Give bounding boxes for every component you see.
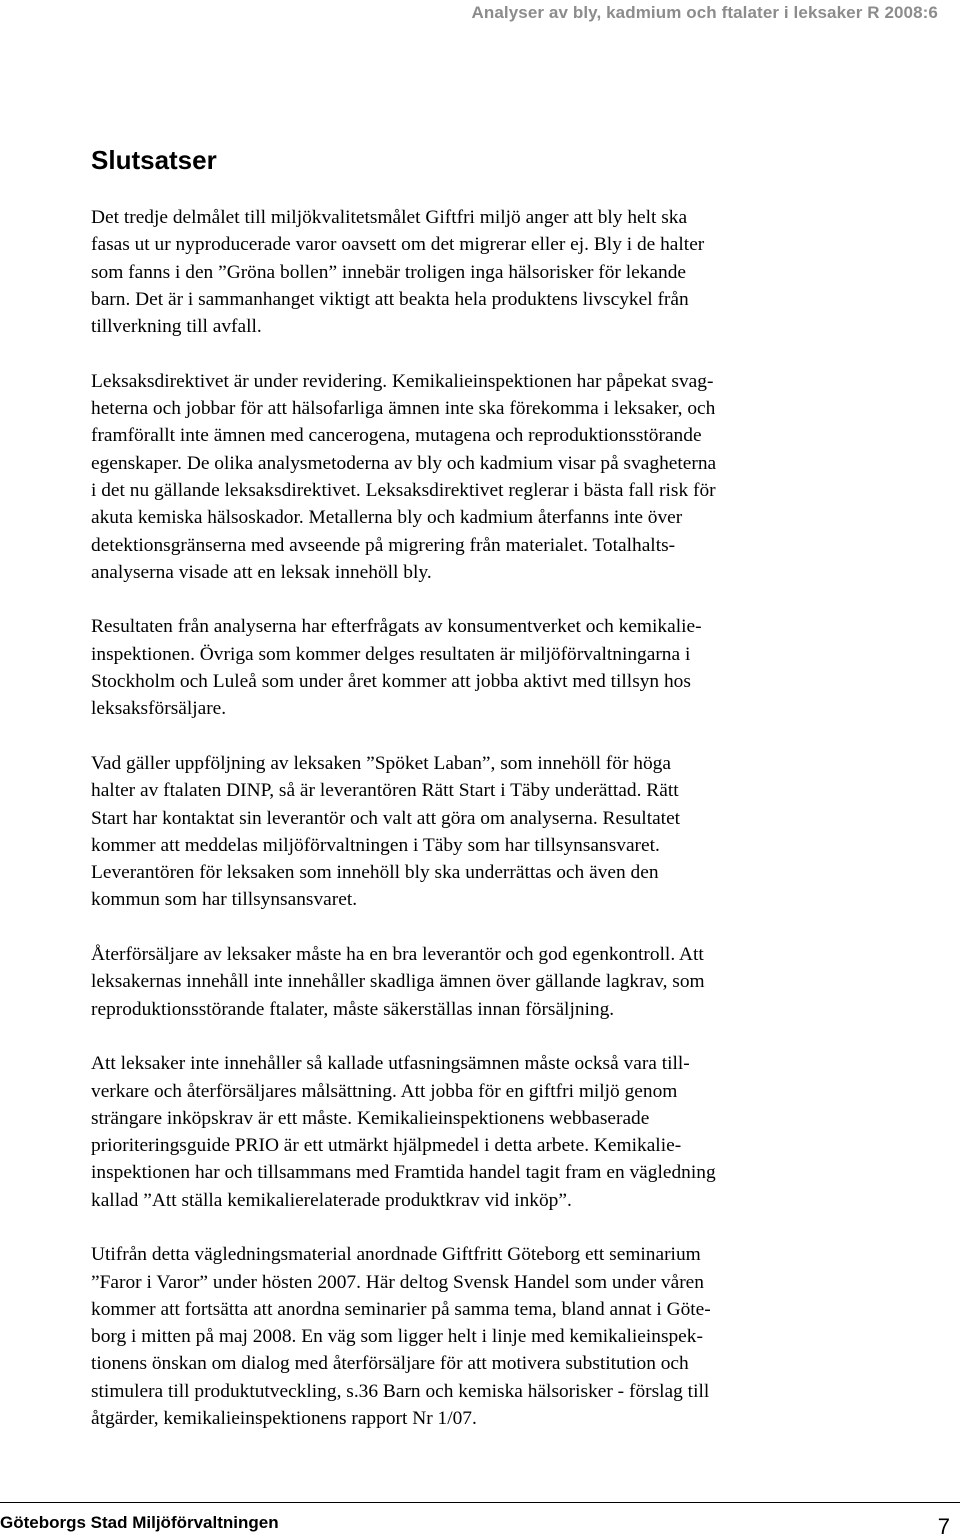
text-line: Resultaten från analyserna har efterfrågats av konsumentverket och kemikalie-	[91, 616, 702, 638]
text-line: Leksaksdirektivet är under revidering. Kemikalieinspektionen har påpekat svag-	[91, 370, 714, 392]
paragraph-1	[91, 204, 861, 340]
text-line: Stockholm och Luleå som under året kommer att jobba aktivt med tillsyn hos	[91, 671, 691, 693]
text-line: barn. Det är i sammanhanget viktigt att beakta hela produktens livscykel från	[91, 288, 689, 310]
text-line: Leverantören för leksaken som innehöll bly ska underrättas och även den	[91, 862, 659, 884]
text-line: heterna och jobbar för att hälsofarliga ämnen inte ska förekomma i leksaker, och	[91, 398, 716, 420]
paragraph-2	[91, 368, 861, 586]
text-line: framförallt inte ämnen med cancerogena, mutagena och reproduktionsstörande	[91, 425, 702, 447]
paragraph-3	[91, 613, 861, 722]
text-line: strängare inköpskrav är ett måste. Kemikalieinspektionens webbaserade	[91, 1107, 650, 1129]
paragraph-6	[91, 1050, 861, 1214]
text-line: borg i mitten på maj 2008. En väg som ligger helt i linje med kemikalieinspek-	[91, 1326, 703, 1348]
text-line: kommer att meddelas miljöförvaltningen i Täby som har tillsynsansvaret.	[91, 834, 660, 856]
text-line: Återförsäljare av leksaker måste ha en bra leverantör och god egenkontroll. Att	[91, 944, 704, 966]
text-line: verkare och återförsäljares målsättning. Att jobba för en giftfri miljö genom	[91, 1080, 678, 1102]
text-line: akuta kemiska hälsoskador. Metallerna bly och kadmium återfanns inte över	[91, 507, 683, 529]
text-line: prioriteringsguide PRIO är ett utmärkt hjälpmedel i detta arbete. Kemikalie-	[91, 1135, 682, 1157]
text-line: Utifrån detta vägledningsmaterial anordnade Giftfritt Göteborg ett seminarium	[91, 1244, 701, 1266]
page-number: 7	[937, 1514, 950, 1539]
text-line: åtgärder, kemikalieinspektionens rapport Nr 1/07.	[91, 1408, 477, 1430]
text-line: leksaksförsäljare.	[91, 698, 227, 720]
footer-organization: Göteborgs Stad Miljöförvaltningen	[0, 1513, 279, 1532]
text-line: kommer att fortsätta att anordna seminarier på samma tema, bland annat i Göte-	[91, 1298, 711, 1320]
running-header-title: Analyser av bly, kadmium och ftalater i leksaker R 2008:6	[471, 3, 938, 22]
text-line: fasas ut ur nyproducerade varor oavsett om det migrerar eller ej. Bly i de halter	[91, 234, 705, 256]
footer-divider	[0, 1502, 960, 1503]
text-line: halter av ftalaten DINP, så är leverantören Rätt Start i Täby underättad. Rätt	[91, 780, 679, 802]
text-line: Det tredje delmålet till miljökvalitetsmålet Giftfri miljö anger att bly helt ska	[91, 207, 688, 228]
text-line: reproduktionsstörande ftalater, måste säkerställas innan försäljning.	[91, 998, 615, 1020]
text-line: kallad ”Att ställa kemikalierelaterade produktkrav vid inköp”.	[91, 1189, 572, 1211]
text-line: inspektionen har och tillsammans med Framtida handel tagit fram en vägledning	[91, 1162, 716, 1184]
text-line: ”Faror i Varor” under hösten 2007. Här deltog Svensk Handel som under våren	[91, 1271, 704, 1293]
text-line: inspektionen. Övriga som kommer delges resultaten är miljöförvaltningarna i	[91, 643, 691, 665]
text-line: egenskaper. De olika analysmetoderna av bly och kadmium visar på svagheterna	[91, 452, 717, 474]
paragraph-5	[91, 941, 861, 1023]
paragraph-4	[91, 750, 861, 914]
section-heading: Slutsatser	[91, 145, 217, 175]
text-line: som fanns i den ”Gröna bollen” innebär troligen inga hälsorisker för lekande	[91, 261, 686, 283]
paragraph-7	[91, 1241, 861, 1432]
text-line: leksakernas innehåll inte innehåller skadliga ämnen över gällande lagkrav, som	[91, 971, 705, 993]
text-line: analyserna visade att en leksak innehöll bly.	[91, 561, 432, 583]
text-line: kommun som har tillsynsansvaret.	[91, 889, 358, 911]
text-line: detektionsgränserna med avseende på migrering från materialet. Totalhalts-	[91, 534, 676, 556]
text-line: stimulera till produktutveckling, s.36 Barn och kemiska hälsorisker - förslag till	[91, 1380, 710, 1402]
text-line: Att leksaker inte innehåller så kallade utfasningsämnen måste också vara till-	[91, 1053, 690, 1075]
text-line: Vad gäller uppföljning av leksaken ”Spöket Laban”, som innehöll för höga	[91, 752, 671, 774]
body-text	[91, 204, 861, 1460]
text-line: tionens önskan om dialog med återförsäljare för att motivera substitution och	[91, 1353, 689, 1375]
text-line: Start har kontaktat sin leverantör och valt att göra om analyserna. Resultatet	[91, 807, 681, 829]
text-line: tillverkning till avfall.	[91, 316, 262, 338]
text-line: i det nu gällande leksaksdirektivet. Leksaksdirektivet reglerar i bästa fall risk för	[91, 479, 716, 501]
